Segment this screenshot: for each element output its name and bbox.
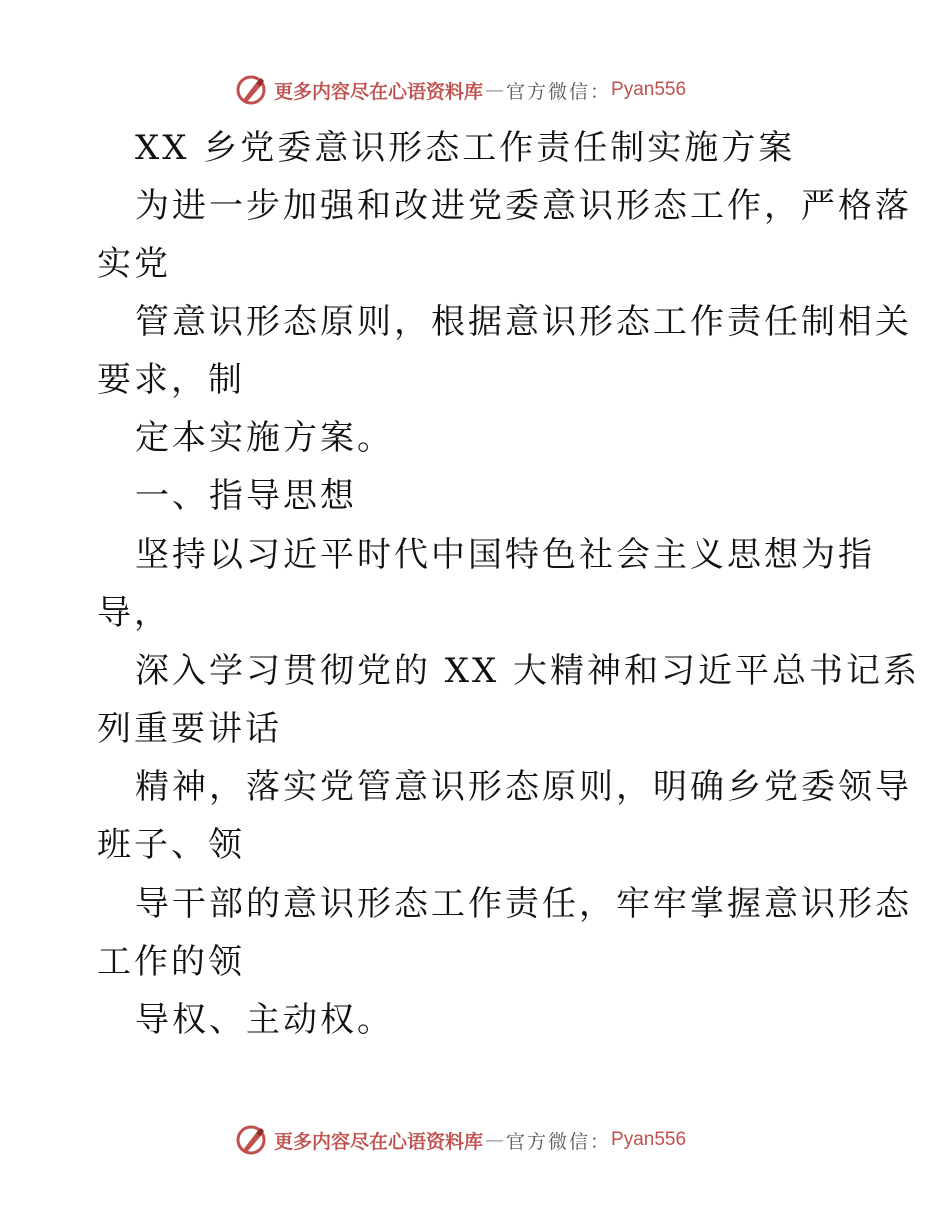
paragraph-line: 管意识形态原则，根据意识形态工作责任制相关: [135, 302, 912, 342]
paragraph-line: 精神，落实党管意识形态原则，明确乡党委领导: [135, 767, 912, 807]
watermark-dash: —: [485, 1129, 505, 1151]
watermark-wechat-label: 官方微信：: [506, 80, 612, 103]
paragraph-line: 坚持以习近平时代中国特色社会主义思想为指: [135, 535, 875, 575]
pen-nib-logo-icon: [234, 73, 268, 107]
watermark-footer: [234, 1122, 686, 1158]
watermark-wechat-id: Pyan556: [611, 1129, 687, 1150]
watermark-dash: —: [485, 79, 505, 101]
section-heading: 一、指导思想: [135, 476, 357, 516]
paragraph-line: 列重要讲话: [97, 709, 282, 749]
paragraph-line: 深入学习贯彻党的 XX 大精神和习近平总书记系: [135, 651, 921, 691]
watermark-site-text: 更多内容尽在心语资料库: [274, 1130, 484, 1153]
paragraph-line: 导干部的意识形态工作责任，牢牢掌握意识形态: [135, 884, 912, 924]
paragraph-line: 导权、主动权。: [135, 1000, 394, 1040]
watermark-site-text: 更多内容尽在心语资料库: [274, 80, 484, 103]
pen-nib-logo-icon: [234, 1123, 268, 1157]
paragraph-line: 要求，制: [97, 360, 245, 400]
document-title: XX 乡党委意识形态工作责任制实施方案: [135, 128, 796, 168]
paragraph-line: 实党: [97, 244, 171, 284]
paragraph-line: 导，: [97, 593, 171, 633]
watermark-header: [234, 72, 686, 108]
paragraph-line: 班子、领: [97, 825, 245, 865]
paragraph-line: 定本实施方案。: [135, 418, 394, 458]
watermark-wechat-label: 官方微信：: [506, 1130, 612, 1153]
paragraph-line: 为进一步加强和改进党委意识形态工作，严格落: [135, 186, 912, 226]
watermark-wechat-id: Pyan556: [611, 79, 687, 100]
paragraph-line: 工作的领: [97, 942, 245, 982]
